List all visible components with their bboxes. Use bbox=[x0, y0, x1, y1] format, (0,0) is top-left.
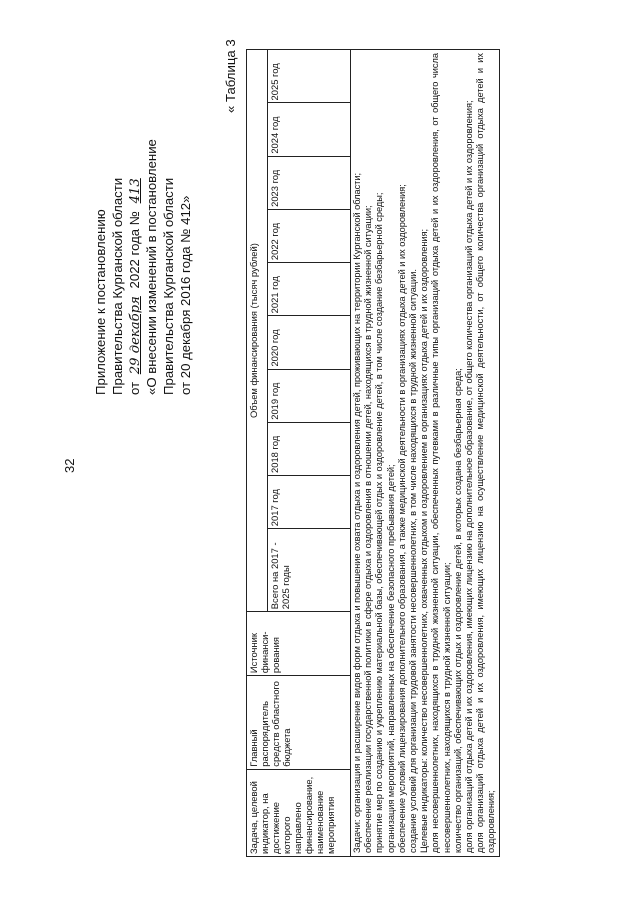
body-line: доля организаций отдыха детей и их оздоровления, имеющих лицензию на осуществление медицинской деятельности, от общего количества организаций отдыха детей и их оздоровления; bbox=[475, 53, 497, 853]
tasks-and-indicators-cell bbox=[351, 50, 500, 857]
column-header-task: Задача, целевой индикатор, на достижение которого направлено финансирование, наименование мероприятия bbox=[247, 769, 351, 856]
column-header-total: Всего на 2017 - 2025 годы bbox=[268, 529, 351, 612]
header-date-mid: 2022 года № bbox=[126, 211, 142, 289]
column-header-source: Источник финанси-рования bbox=[247, 612, 351, 676]
column-header-year: 2024 год bbox=[268, 103, 351, 156]
column-group-financing: Объем финансирования (тысяч рублей) bbox=[247, 50, 268, 612]
column-header-year: 2023 год bbox=[268, 156, 351, 209]
body-line: создание условий для организации трудовой занятости несовершеннолетних, в том числе находящихся в трудной жизненной ситуации. bbox=[408, 269, 419, 853]
body-line: принятие мер по созданию и укреплению материальной базы, обеспечивающей отдых и оздоровление детей, в том числе создание безбарьерной среды; bbox=[374, 192, 385, 853]
column-header-year: 2017 год bbox=[268, 475, 351, 528]
column-header-year: 2020 год bbox=[268, 316, 351, 369]
header-line: Правительства Курганской области bbox=[161, 177, 177, 395]
body-line: Задачи: организация и расширение видов форм отдыха и повышение охвата отдыха и оздоровления детей, проживающих на территории Курганской области; bbox=[352, 172, 362, 853]
column-header-year: 2022 год bbox=[268, 209, 351, 262]
body-line: организация мероприятий, направленных на обеспечение безопасного пребывания детей; bbox=[385, 464, 396, 853]
body-line: обеспечение реализации государственной политики в сфере отдыха и оздоровления в отношении детей, находящихся в трудной жизненной ситуации; bbox=[363, 205, 374, 853]
handwritten-number: 413 bbox=[127, 178, 143, 204]
handwritten-date: 29 декабря bbox=[127, 296, 143, 375]
rotated-content bbox=[40, 39, 605, 865]
column-header-year: 2019 год bbox=[268, 369, 351, 422]
column-header-year: 2018 год bbox=[268, 422, 351, 475]
column-header-year: 2025 год bbox=[268, 50, 351, 103]
page-number: 32 bbox=[62, 458, 77, 473]
header-date-prefix: от bbox=[126, 381, 142, 395]
table-label: « Таблица 3 bbox=[223, 39, 238, 113]
body-line: доля организаций отдыха детей и их оздоровления, имеющих лицензию на дополнительное образование, от общего количества организаций отдыха детей и их оздоровления; bbox=[464, 100, 475, 853]
column-header-year: 2021 год bbox=[268, 263, 351, 316]
body-line: обеспечение условий лицензирования дополнительного образования, а также медицинской деятельности в организациях отдыха детей и их оздоровления; bbox=[396, 184, 407, 853]
body-line: количество организаций, обеспечивающих отдых и оздоровление детей, в которых создана безбарьерная среда; bbox=[452, 368, 463, 853]
header-line: «О внесении изменений в постановление bbox=[144, 139, 160, 395]
header-line: Приложение к постановлению bbox=[93, 209, 108, 395]
header-date-line bbox=[127, 139, 145, 395]
body-line: Целевые индикаторы: количество несовершеннолетних, охваченных отдыхом и оздоровлением в организациях отдыха детей и их оздоровления; bbox=[419, 228, 430, 853]
body-line: доля несовершеннолетних, находящихся в трудной жизненной ситуации, обеспеченных путевками в различные типы организаций отдыха детей и их оздоровления, от общего числа несовершеннолетних, находящихся в трудной жизненной ситуации; bbox=[430, 53, 452, 853]
financing-table bbox=[246, 49, 500, 857]
column-header-manager: Главный распорядитель средств областного бюджета bbox=[247, 676, 351, 770]
header-line: Правительства Курганской области bbox=[109, 177, 125, 395]
appendix-header bbox=[93, 139, 195, 395]
header-line: от 20 декабря 2016 года № 412» bbox=[177, 195, 193, 395]
